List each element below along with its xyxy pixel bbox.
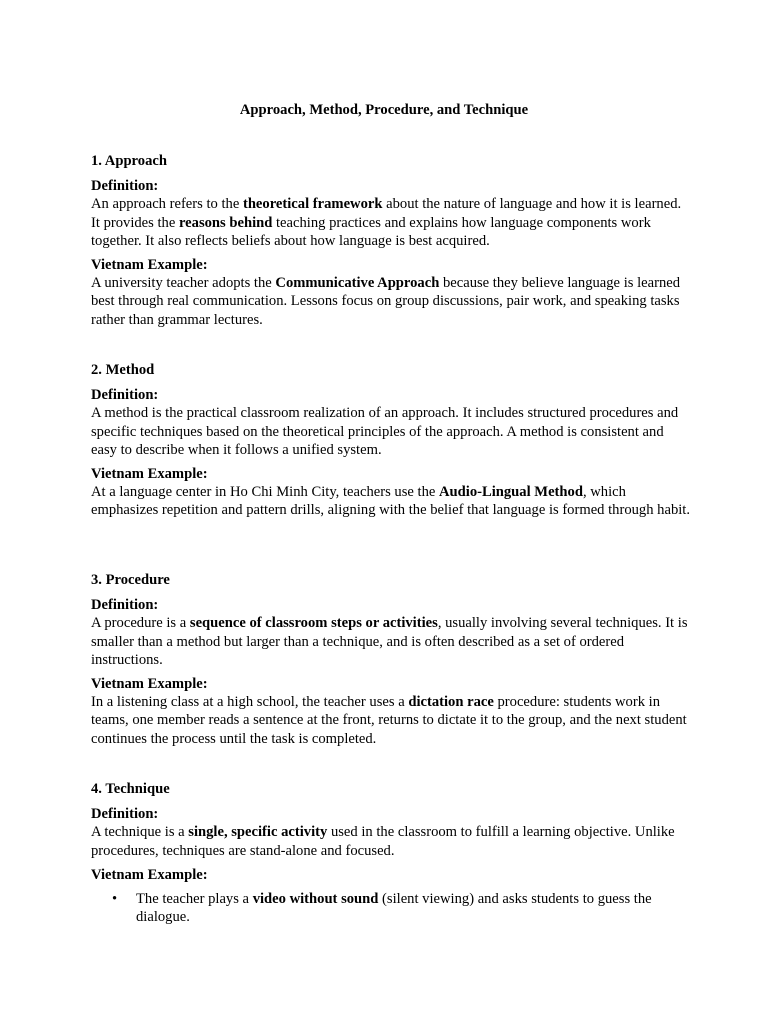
section-approach bbox=[91, 152, 691, 335]
bold-run: theoretical framework bbox=[242, 196, 383, 213]
section-heading: 3. Procedure bbox=[91, 572, 170, 588]
example-label: Vietnam Example: bbox=[91, 257, 208, 274]
definition-label: Definition: bbox=[91, 178, 159, 195]
definition-text bbox=[91, 614, 691, 669]
definition-label: Definition: bbox=[91, 806, 159, 823]
bold-run: sequence of classroom steps or activities bbox=[189, 615, 438, 632]
definition-text bbox=[91, 195, 691, 250]
definition-text bbox=[91, 404, 691, 459]
text-run: A method is the practical classroom realization of an approach. It includes structured procedures and specific techniques based on the theoretical principles of the approach. A method is consistent and easy to describe when it follows a unified system. bbox=[91, 405, 679, 458]
section-technique bbox=[91, 780, 691, 926]
bold-run: Audio-Lingual Method bbox=[439, 484, 583, 501]
bullet-text bbox=[136, 891, 652, 925]
example-label: Vietnam Example: bbox=[91, 866, 208, 883]
text-run: The teacher plays a bbox=[136, 891, 253, 908]
section-heading: 2. Method bbox=[91, 362, 155, 378]
text-run: In a listening class at a high school, the teacher uses a bbox=[91, 694, 409, 711]
bold-run: reasons behind bbox=[178, 214, 273, 231]
definition-label: Definition: bbox=[91, 597, 159, 614]
example-text bbox=[91, 483, 691, 519]
example-label: Vietnam Example: bbox=[91, 466, 208, 483]
bullet-item bbox=[91, 890, 691, 926]
text-run: about the nature of language and how it is learned. It provides the bbox=[91, 196, 682, 231]
text-run: used in the classroom to fulfill a learning objective. Unlike procedures, techniques are stand-alone and focused. bbox=[91, 824, 675, 859]
bold-run: video without sound bbox=[252, 891, 379, 908]
section-method bbox=[91, 361, 691, 526]
example-bullet-list bbox=[91, 890, 691, 926]
text-run: procedure: students work in teams, one member reads a sentence at the front, returns to dictate it to the group, and the next student continues the process until the task is completed. bbox=[91, 694, 687, 747]
document-title: Approach, Method, Procedure, and Technique bbox=[239, 102, 529, 118]
text-run: A procedure is a bbox=[91, 615, 190, 632]
text-run: At a language center in Ho Chi Minh City, teachers use the bbox=[91, 484, 439, 501]
bold-run: dictation race bbox=[408, 694, 494, 711]
example-text bbox=[91, 693, 691, 748]
text-run: , usually involving several techniques. It is smaller than a method but larger than a technique, and is often described as a set of ordered instructions. bbox=[91, 615, 688, 668]
text-run: teaching practices and explains how language components work together. It also reflects beliefs about how language is best acquired. bbox=[91, 214, 651, 249]
text-run: A university teacher adopts the bbox=[91, 275, 276, 292]
text-run: A technique is a bbox=[91, 824, 189, 841]
section-heading: 1. Approach bbox=[91, 153, 167, 169]
definition-text bbox=[91, 823, 691, 859]
text-run: An approach refers to the bbox=[91, 196, 243, 213]
section-procedure bbox=[91, 571, 691, 754]
text-run: (silent viewing) and asks students to guess the dialogue. bbox=[136, 891, 652, 926]
bold-run: single, specific activity bbox=[188, 824, 328, 841]
bullet-icon: • bbox=[112, 891, 118, 908]
definition-label: Definition: bbox=[91, 387, 159, 404]
text-run: because they believe language is learned best through real communication. Lessons focus on group discussions, pair work, and speaking tasks rather than grammar lectures. bbox=[91, 275, 681, 328]
example-label: Vietnam Example: bbox=[91, 676, 208, 693]
text-run: , which emphasizes repetition and pattern drills, aligning with the belief that language is formed through habit. bbox=[91, 484, 690, 519]
section-heading: 4. Technique bbox=[91, 781, 170, 797]
example-text bbox=[91, 274, 691, 329]
bold-run: Communicative Approach bbox=[275, 275, 440, 292]
